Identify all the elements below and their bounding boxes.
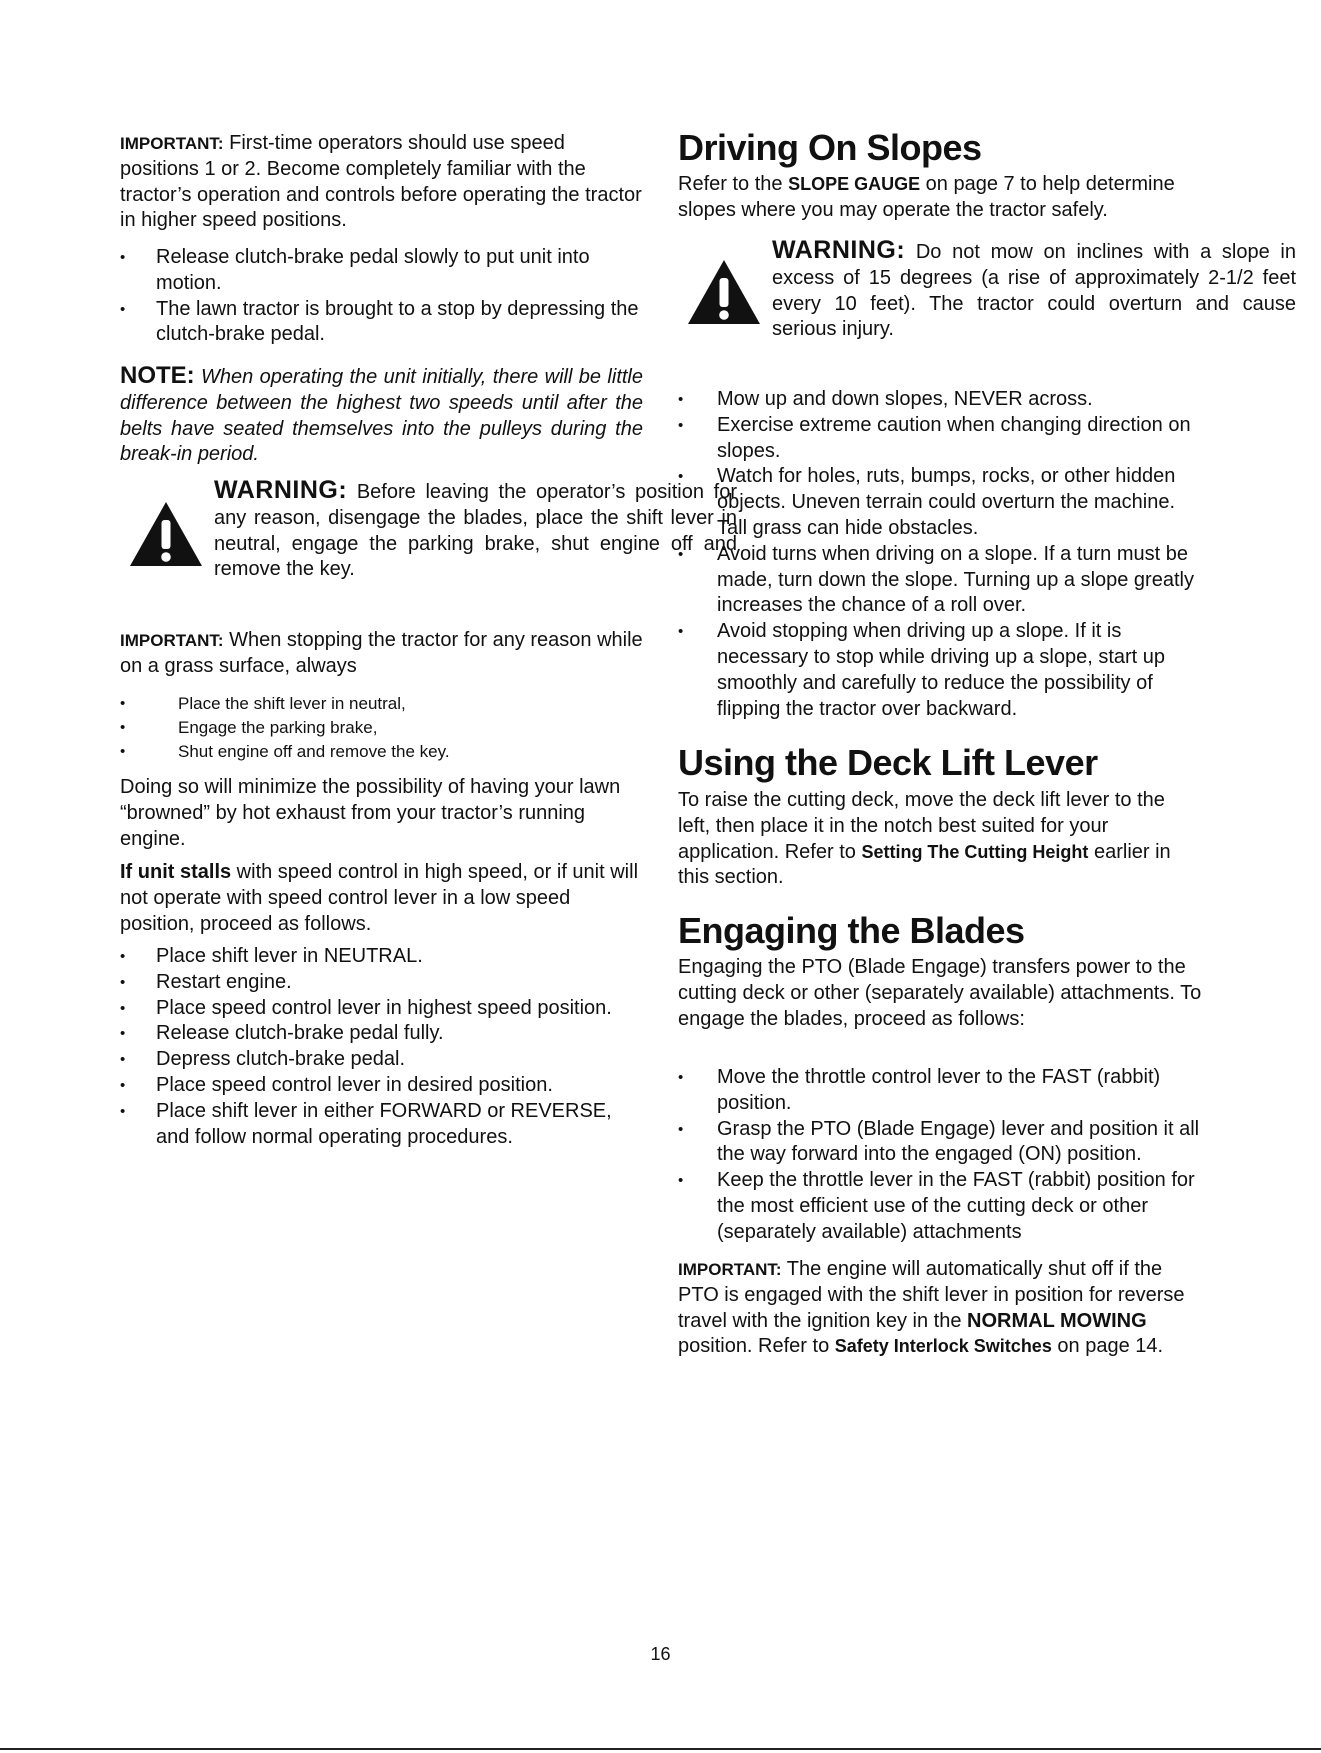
blades-intro: Engaging the PTO (Blade Engage) transfers power to the cutting deck or other (separately available) attachments. To engage the blades, proceed as follows: [678, 956, 1202, 1030]
important-label: IMPORTANT: [678, 1260, 782, 1279]
page-number: 16 [650, 1644, 671, 1664]
important-label: IMPORTANT: [120, 631, 224, 650]
stall-text: with speed control in high speed, or if unit will not operate with speed control lever in a low speed position, proceed as follows. [120, 861, 639, 935]
list-item: • Place speed control lever in desired position. [120, 1073, 643, 1099]
warning-label: WARNING: [772, 236, 906, 264]
note-label: NOTE: [120, 362, 195, 389]
list-item: • Place shift lever in NEUTRAL. [120, 944, 643, 970]
list-item: • Keep the throttle lever in the FAST (rabbit) position for the most efficient use of the cutting deck or other (separately available) attachments [678, 1168, 1202, 1245]
warning-triangle-icon [128, 500, 204, 568]
list-item: • Place the shift lever in neutral, [120, 692, 643, 716]
deck-text: To raise the cutting deck, move the deck lift lever to the left, then place it in the notch best suited for your application. Refer to [678, 789, 1165, 863]
list-item: • Place speed control lever in highest speed position. [120, 996, 643, 1022]
important-paragraph [678, 1257, 1202, 1360]
page-bottom-rule [0, 1748, 1321, 1750]
stall-steps-list [120, 944, 643, 1150]
important-text: position. Refer to [678, 1335, 835, 1358]
interlock-switches-reference: Safety Interlock Switches [834, 1336, 1052, 1357]
important-text: When stopping the tractor for any reason while on a grass surface, always [120, 629, 643, 677]
list-item: • Grasp the PTO (Blade Engage) lever and position it all the way forward into the engaged (ON) position. [678, 1117, 1202, 1169]
list-item: • Shut engine off and remove the key. [120, 740, 643, 764]
list-item: • Move the throttle control lever to the FAST (rabbit) position. [678, 1065, 1202, 1117]
warning-box [120, 478, 737, 583]
warning-triangle-icon [686, 258, 762, 326]
list-item: • The lawn tractor is brought to a stop by depressing the clutch-brake pedal. [120, 297, 643, 349]
list-item: • Mow up and down slopes, NEVER across. [678, 387, 1202, 413]
cutting-height-reference: Setting The Cutting Height [861, 841, 1089, 862]
slopes-intro-text: Refer to the [678, 173, 789, 195]
list-item: • Exercise extreme caution when changing direction on slopes. [678, 413, 1202, 465]
warning-paragraph [772, 238, 1296, 343]
slopes-intro-text: on page 7 to help determine slopes where you may operate the tractor safely. [678, 173, 1175, 221]
list-item: • Restart engine. [120, 970, 643, 996]
stall-paragraph [120, 860, 643, 937]
important-paragraph [120, 628, 643, 680]
warning-label: WARNING: [214, 476, 348, 504]
important-text: First-time operators should use speed positions 1 or 2. Become completely familiar with the tractor’s operation and controls before operating the tractor in higher speed positions. [120, 132, 642, 232]
important-label: IMPORTANT: [120, 134, 224, 153]
blades-steps-list [678, 1065, 1202, 1246]
normal-mowing-label: NORMAL MOWING [967, 1309, 1147, 1332]
list-item: • Avoid turns when driving on a slope. If a turn must be made, turn down the slope. Turning up a slope greatly increases the chance of a roll over. [678, 542, 1202, 619]
list-item: • Depress clutch-brake pedal. [120, 1047, 643, 1073]
list-item: • Avoid stopping when driving up a slope. If it is necessary to stop while driving up a slope, start up smoothly and carefully to reduce the possibility of flipping the tractor over backward. [678, 619, 1202, 722]
list-item: • Release clutch-brake pedal slowly to put unit into motion. [120, 245, 643, 297]
section-heading-deck: Using the Deck Lift Lever [678, 742, 1098, 783]
warning-paragraph [214, 478, 737, 583]
body-paragraph: Doing so will minimize the possibility of having your lawn “browned” by hot exhaust from your tractor’s running engine. [120, 776, 621, 850]
stop-steps-list [120, 692, 643, 764]
warning-text: Do not mow on inclines with a slope in excess of 15 degrees (a rise of approximately 2-1/2 feet every 10 feet). The tractor could overturn and cause serious injury. [772, 241, 1296, 341]
list-item: • Watch for holes, ruts, bumps, rocks, or other hidden objects. Uneven terrain could overturn the machine. Tall grass can hide obstacles. [678, 464, 1202, 541]
section-heading-slopes: Driving On Slopes [678, 127, 982, 168]
slope-safety-list [678, 387, 1202, 722]
stall-label: If unit stalls [120, 861, 232, 883]
list-item: • Release clutch-brake pedal fully. [120, 1021, 643, 1047]
slopes-intro [678, 172, 1202, 224]
warning-box [678, 238, 1296, 343]
important-paragraph [120, 131, 643, 234]
important-text: on page 14. [1051, 1335, 1164, 1358]
important-text: The engine will automatically shut off if the PTO is engaged with the shift lever in position for reverse travel with the ignition key in the [678, 1258, 1185, 1332]
section-heading-blades: Engaging the Blades [678, 910, 1025, 951]
deck-paragraph [678, 788, 1202, 891]
deck-text: earlier in this section. [678, 840, 1171, 889]
list-item: • Engage the parking brake, [120, 716, 643, 740]
slope-gauge-reference: SLOPE GAUGE [788, 174, 921, 194]
release-bullet-list [120, 245, 643, 348]
note-paragraph [120, 363, 643, 468]
warning-text: Before leaving the operator’s position for any reason, disengage the blades, place the shift lever in neutral, engage the parking brake, shut engine off and remove the key. [214, 481, 737, 581]
list-item: • Place shift lever in either FORWARD or REVERSE, and follow normal operating procedures. [120, 1099, 643, 1151]
note-text: When operating the unit initially, there will be little difference between the highest two speeds until after the belts have seated themselves into the pulleys during the break-in period. [120, 366, 643, 466]
